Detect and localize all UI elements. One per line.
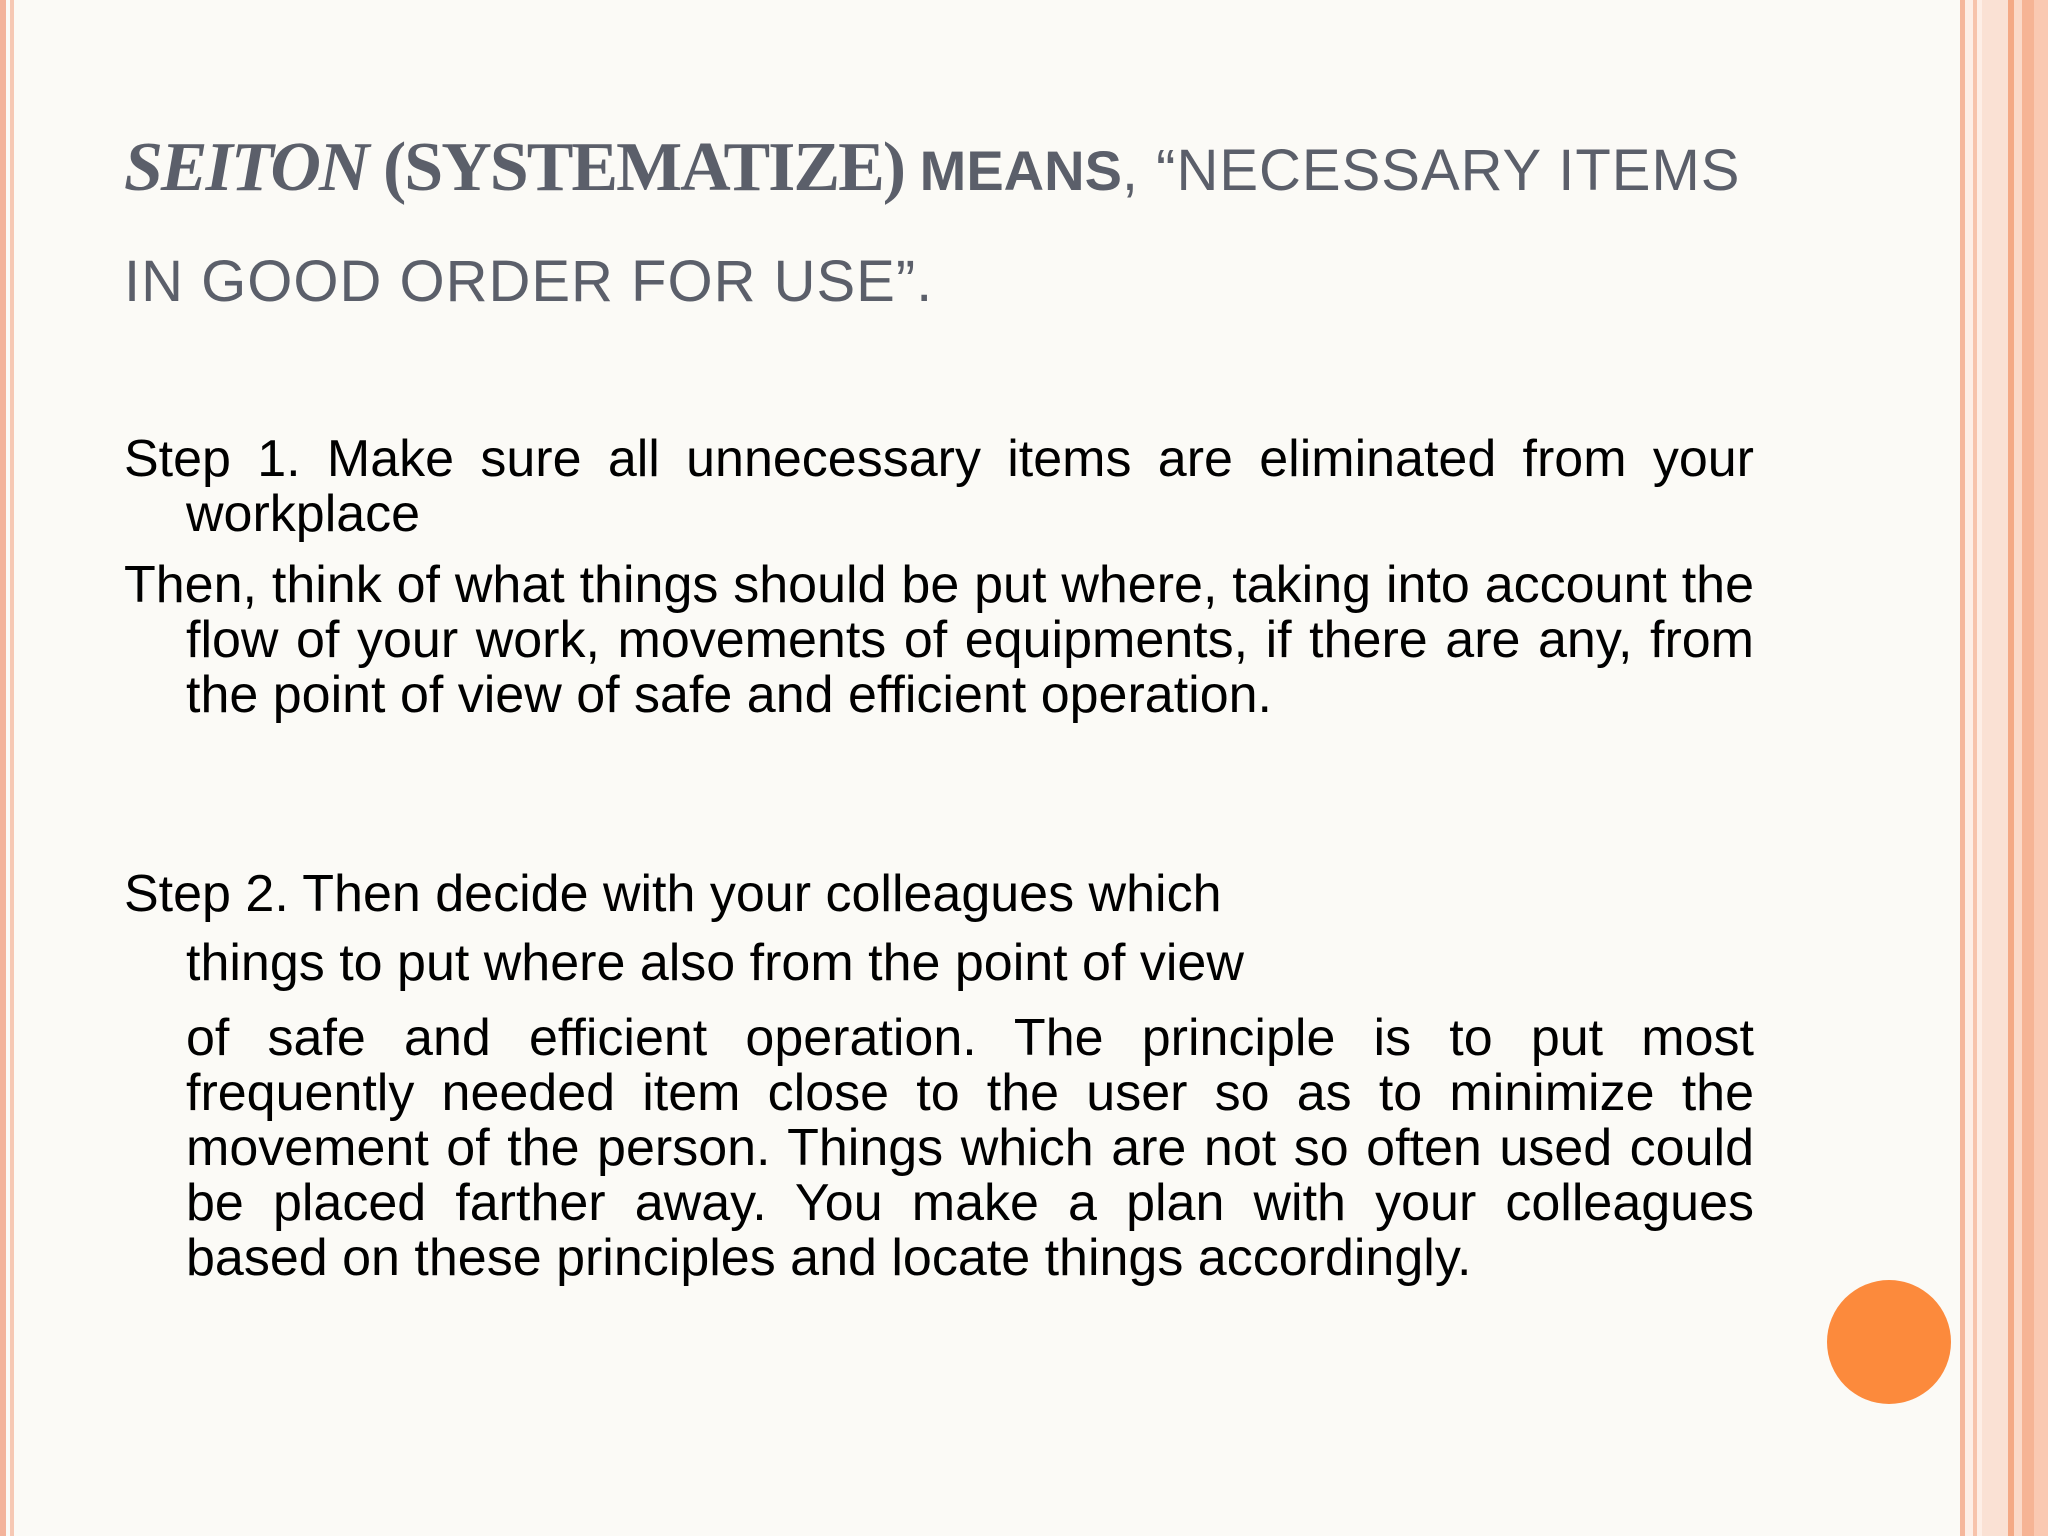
right-stripe-1 bbox=[1960, 0, 1965, 1536]
right-stripe-3 bbox=[1982, 0, 2008, 1536]
left-border-stripe-inner bbox=[10, 0, 14, 1536]
title-systematize: (SYSTEMATIZE) bbox=[367, 129, 905, 206]
paragraph-step-2-body: of safe and efficient operation. The principle is to put most frequently needed item close to the user so as to minimize the movement of the person. Things which are not so often used could be placed farther away. You make a plan with your colleagues based on these principles and locate things accordingly. bbox=[186, 1009, 1754, 1287]
title-means: MEANS bbox=[904, 139, 1122, 202]
paragraph-then: Then, think of what things should be put where, taking into account the flow of your work, movements of equipments, if there are any, from the point of view of safe and efficient operation. bbox=[124, 556, 1754, 724]
paragraph-step-2: Step 2. Then decide with your colleagues which bbox=[124, 865, 1222, 923]
paragraph-step-2-line-2: things to put where also from the point of view bbox=[186, 934, 1244, 992]
right-stripe-7 bbox=[2034, 0, 2048, 1536]
right-stripe-6 bbox=[2022, 0, 2034, 1536]
paragraph-step-1: Step 1. Make sure all unnecessary items are eliminated from your workplace bbox=[124, 430, 1754, 543]
right-stripe-2 bbox=[1973, 0, 1977, 1536]
slide-title bbox=[124, 120, 1764, 345]
left-border-stripe bbox=[0, 0, 6, 1536]
orange-circle-decoration bbox=[1827, 1280, 1951, 1404]
right-stripe-5 bbox=[2014, 0, 2022, 1536]
title-quote: , “NECESSARY ITEMS IN GOOD ORDER FOR USE”. bbox=[124, 138, 1741, 314]
title-seiton: SEITON bbox=[124, 129, 368, 206]
